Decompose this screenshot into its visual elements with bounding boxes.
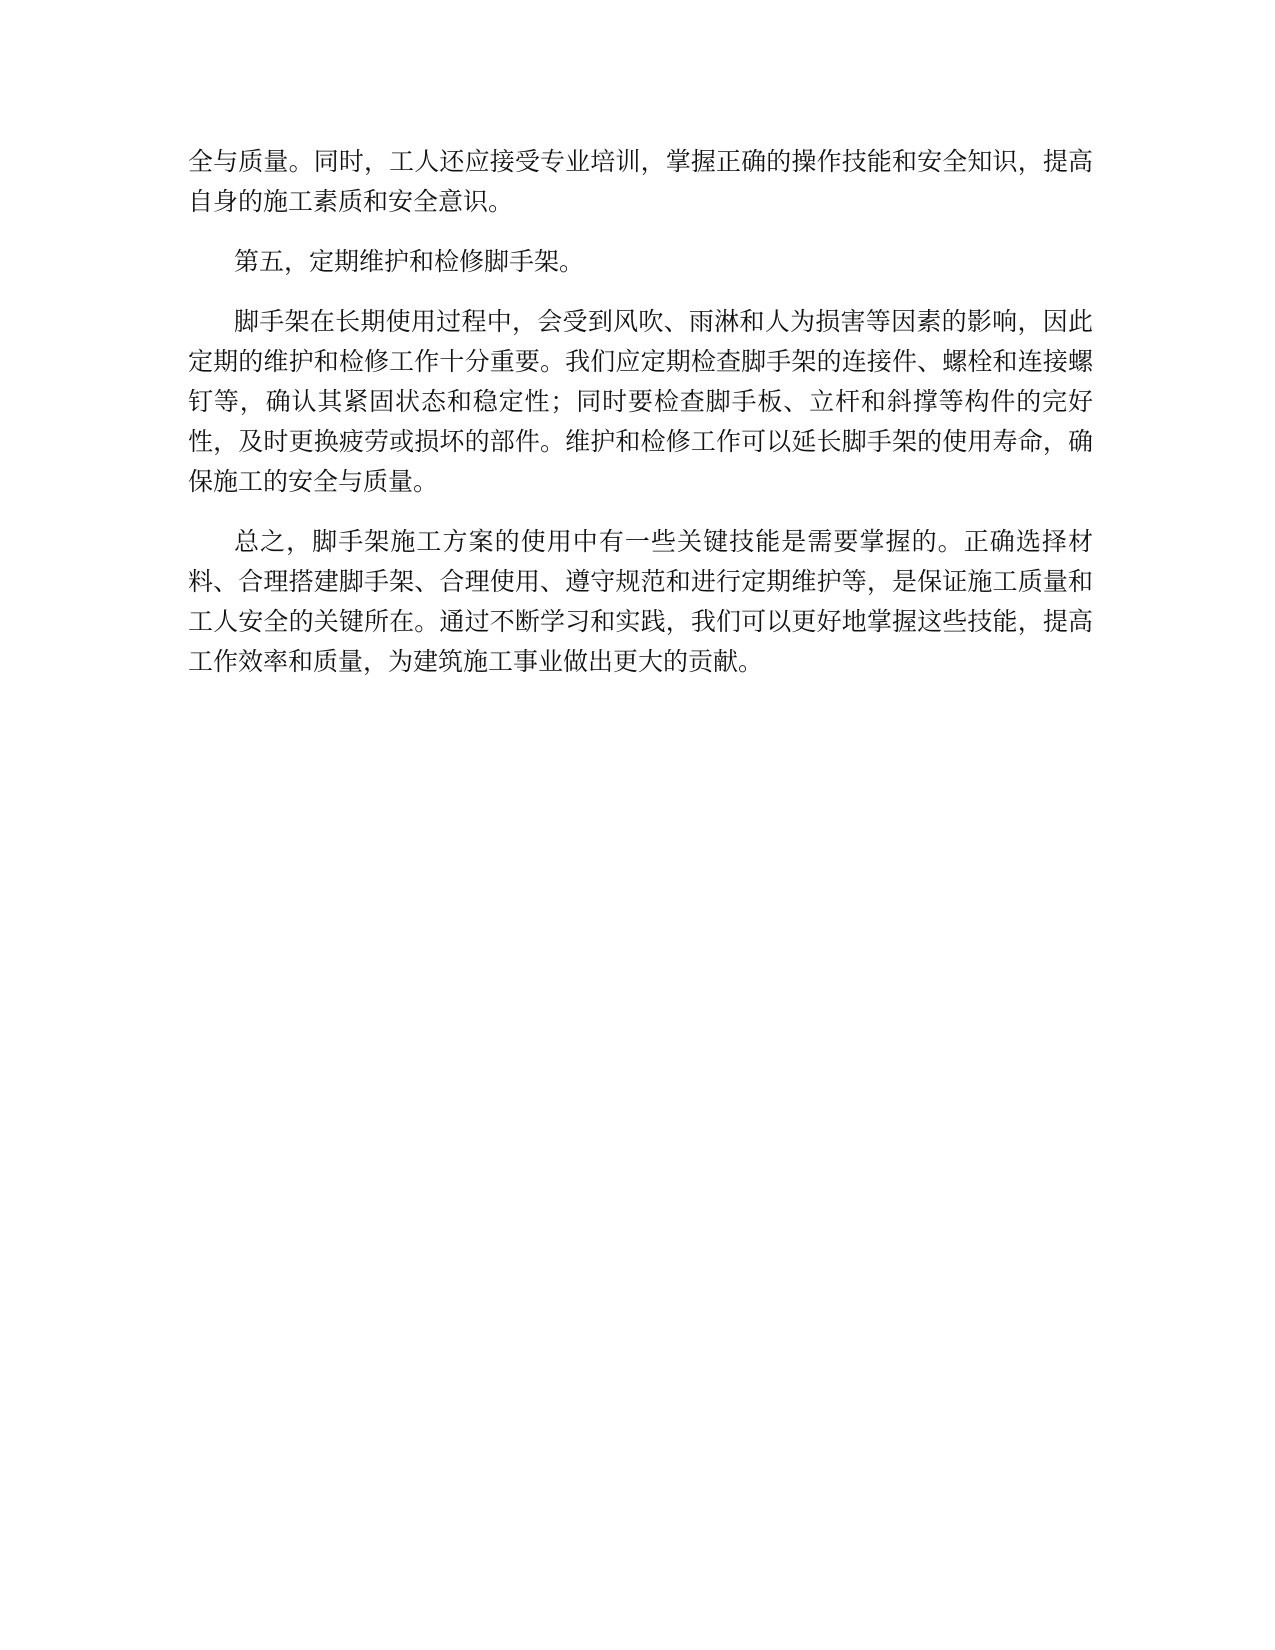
document-body — [188, 142, 1093, 702]
text-line: 全与质量。同时，工人还应接受专业培训，掌握正确的操作技能和安全知识，提高 — [188, 147, 1093, 176]
text-line: 总之，脚手架施工方案的使用中有一些关键技能是需要掌握的。正确选择材 — [234, 527, 1093, 556]
text-line: 保施工的安全与质量。 — [188, 467, 439, 496]
text-line: 自身的施工素质和安全意识。 — [188, 187, 514, 216]
text-line: 第五，定期维护和检修脚手架。 — [234, 247, 585, 276]
text-line: 料、合理搭建脚手架、合理使用、遵守规范和进行定期维护等，是保证施工质量和 — [188, 567, 1093, 596]
paragraph-conclusion — [188, 522, 1093, 682]
text-line: 脚手架在长期使用过程中，会受到风吹、雨淋和人为损害等因素的影响，因此 — [234, 307, 1093, 336]
section-heading-fifth — [188, 242, 1093, 282]
text-line: 定期的维护和检修工作十分重要。我们应定期检查脚手架的连接件、螺栓和连接螺 — [188, 347, 1093, 376]
text-line: 性，及时更换疲劳或损坏的部件。维护和检修工作可以延长脚手架的使用寿命，确 — [188, 427, 1093, 456]
paragraph-continuation — [188, 142, 1093, 222]
text-line: 工人安全的关键所在。通过不断学习和实践，我们可以更好地掌握这些技能，提高 — [188, 607, 1093, 636]
text-line: 工作效率和质量，为建筑施工事业做出更大的贡献。 — [188, 647, 764, 676]
paragraph-maintenance — [188, 302, 1093, 502]
text-line: 钉等，确认其紧固状态和稳定性；同时要检查脚手板、立杆和斜撑等构件的完好 — [188, 387, 1093, 416]
